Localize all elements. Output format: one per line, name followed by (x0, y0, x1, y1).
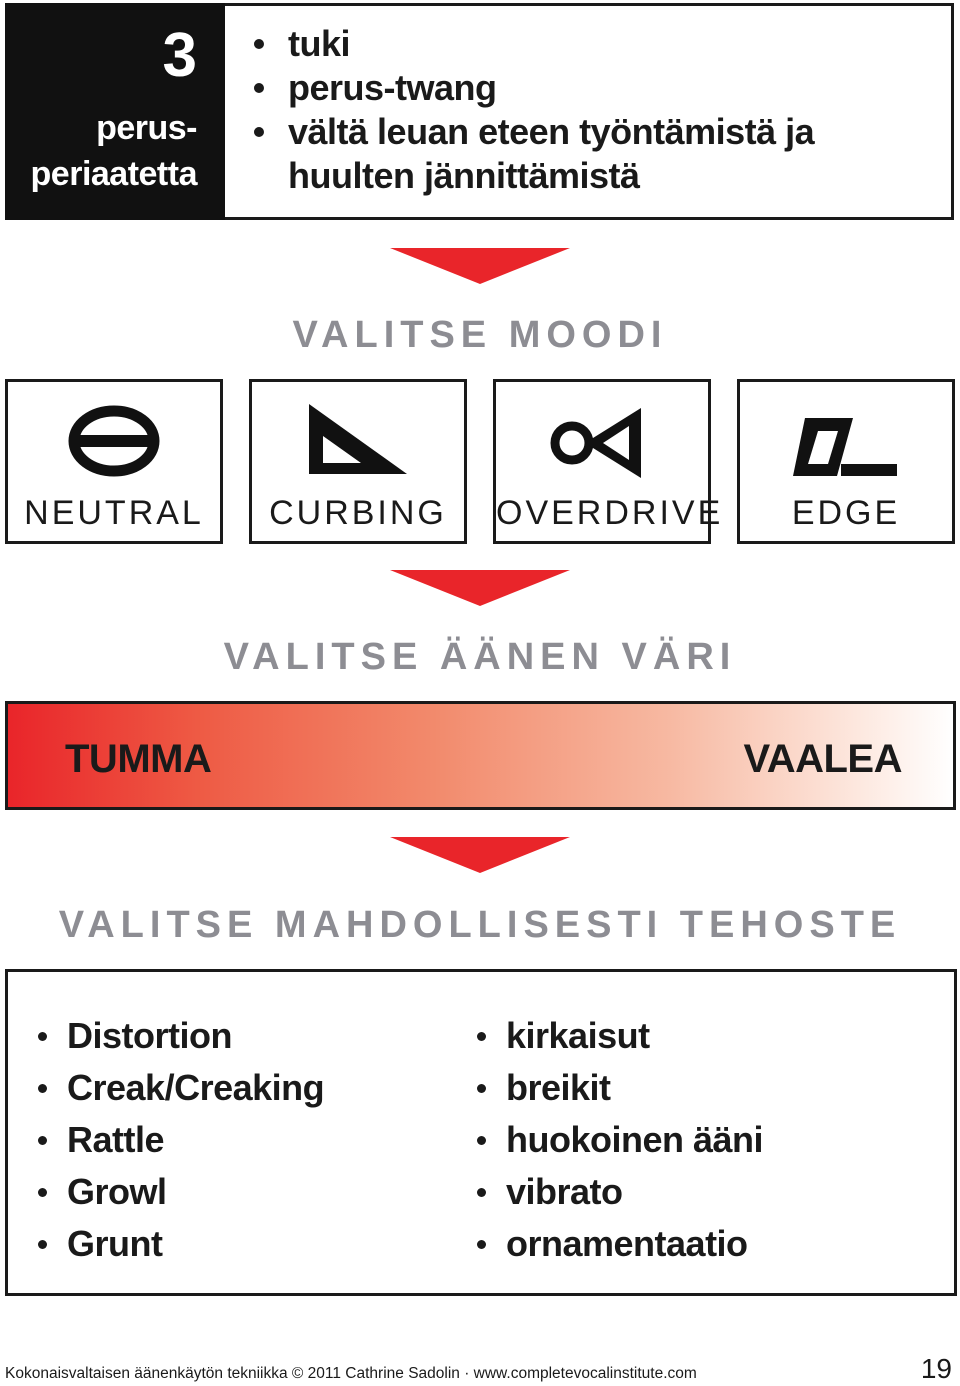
bullet-icon (477, 1032, 486, 1041)
bullet-icon (38, 1240, 47, 1249)
list-item: vältä leuan eteen työntämistä ja (250, 110, 940, 154)
list-item: Rattle (35, 1114, 455, 1166)
effects-list-right (474, 1010, 934, 1270)
bullet-icon (38, 1188, 47, 1197)
edge-icon (740, 396, 952, 486)
dark-label: TUMMA (65, 737, 212, 781)
mode-label: OVERDRIVE (496, 494, 724, 532)
list-item: Grunt (35, 1218, 455, 1270)
neutral-icon (8, 396, 220, 486)
bullet-icon (477, 1136, 486, 1145)
list-item: Creak/Creaking (35, 1062, 455, 1114)
down-arrow-icon (390, 248, 570, 284)
bullet-icon (254, 39, 264, 49)
bullet-icon (38, 1032, 47, 1041)
color-heading: VALITSE ÄÄNEN VÄRI (223, 636, 737, 678)
list-item: breikit (474, 1062, 934, 1114)
principles-label-panel (5, 3, 225, 220)
list-item: huokoinen ääni (474, 1114, 934, 1166)
principles-list (250, 22, 940, 198)
mode-heading: VALITSE MOODI (292, 314, 668, 356)
bullet-icon (477, 1240, 486, 1249)
mode-overdrive (493, 379, 724, 544)
overdrive-icon (496, 396, 708, 486)
mode-curbing (249, 379, 467, 544)
bullet-icon (38, 1136, 47, 1145)
list-item: Growl (35, 1166, 455, 1218)
effects-list-left (35, 1010, 455, 1270)
down-arrow-icon (390, 570, 570, 606)
curbing-icon (252, 396, 464, 486)
mode-label: CURBING (269, 494, 447, 532)
mode-edge (737, 379, 955, 544)
principles-label-line1: perus- (96, 109, 197, 147)
bullet-icon (254, 127, 264, 137)
bullet-icon (477, 1084, 486, 1093)
list-item-continuation: huulten jännittämistä (288, 155, 640, 196)
list-item: perus-twang (250, 66, 940, 110)
mode-label: NEUTRAL (24, 494, 204, 532)
bullet-icon (38, 1084, 47, 1093)
principles-count: 3 (162, 21, 197, 90)
list-item: kirkaisut (474, 1010, 934, 1062)
principles-label-line2: periaatetta (30, 155, 197, 193)
effect-heading: VALITSE MAHDOLLISESTI TEHOSTE (58, 904, 902, 946)
list-item: ornamentaatio (474, 1218, 934, 1270)
list-item: tuki (250, 22, 940, 66)
down-arrow-icon (390, 837, 570, 873)
mode-label: EDGE (791, 494, 901, 532)
bullet-icon (254, 83, 264, 93)
mode-neutral (5, 379, 223, 544)
list-item: vibrato (474, 1166, 934, 1218)
page-number: 19 (920, 1353, 952, 1384)
principles-label (31, 105, 197, 197)
footer-credit: Kokonaisvaltaisen äänenkäytön tekniikka © 2011 Cathrine Sadolin · www.completevocalinstitute.com (5, 1365, 697, 1382)
list-item: Distortion (35, 1010, 455, 1062)
bullet-icon (477, 1188, 486, 1197)
light-label: VAALEA (743, 737, 902, 781)
